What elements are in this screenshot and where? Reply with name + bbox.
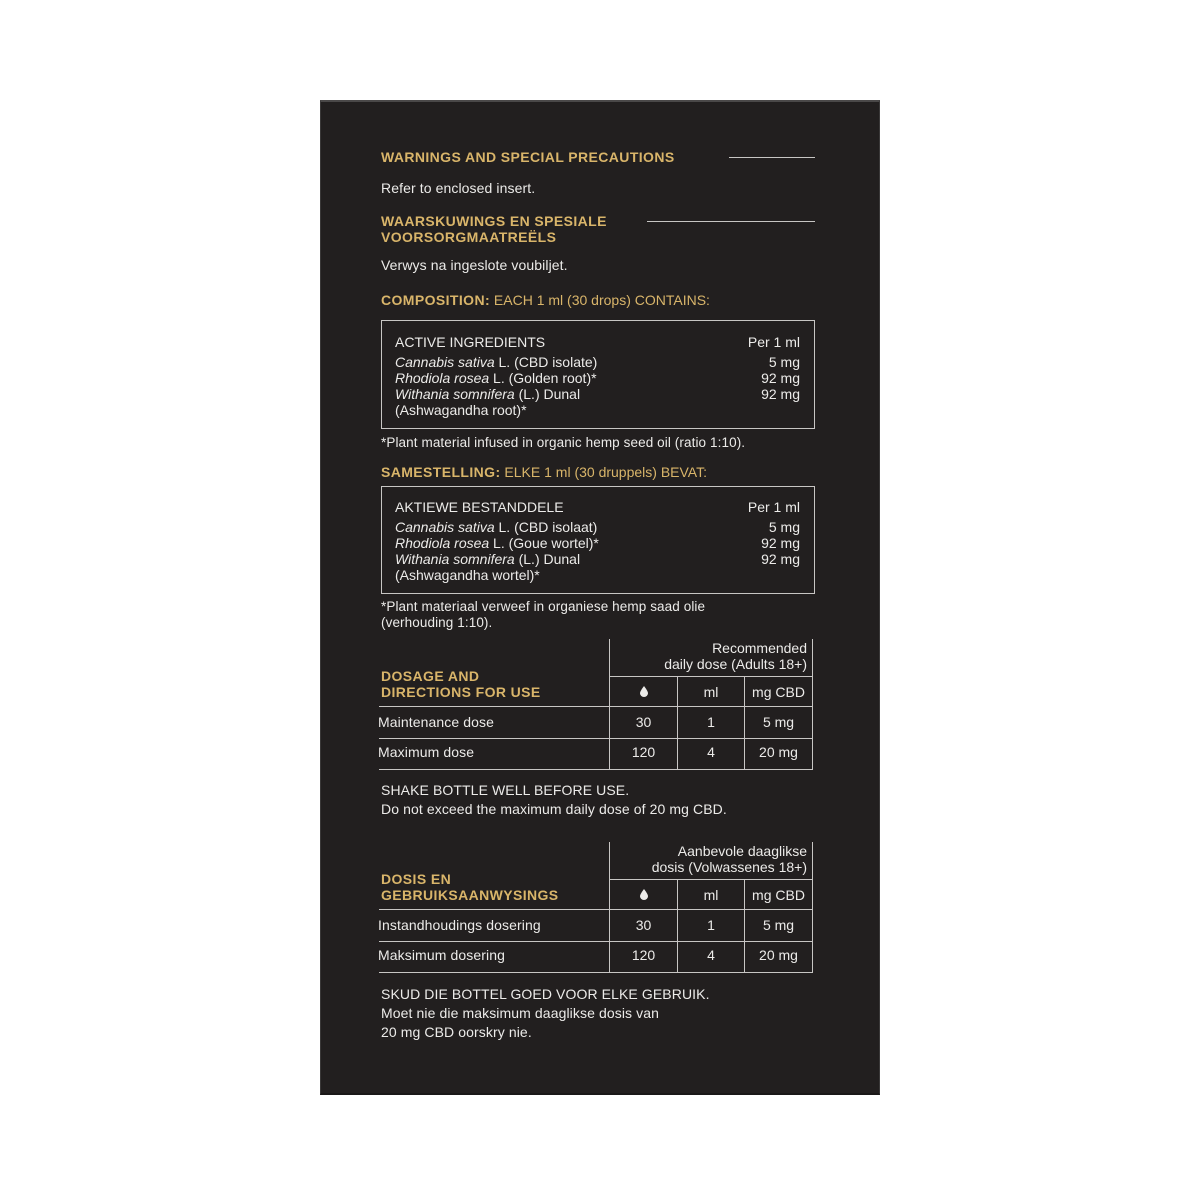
row-drops: 30 [635, 917, 652, 933]
row-ml: 4 [707, 744, 715, 760]
row-label: Maintenance dose [378, 714, 495, 730]
ingredient-amount: 92 mg [761, 535, 800, 551]
warnings-body-af: Verwys na ingeslote voubiljet. [381, 257, 568, 273]
table-divider [379, 769, 813, 770]
ingredient-continuation-text: (Ashwagandha root)* [395, 402, 527, 418]
row-ml: 4 [707, 947, 715, 963]
table-divider [609, 676, 813, 677]
composition-table-header-af [395, 499, 800, 515]
common-name: L. (Goue wortel)* [489, 535, 599, 551]
table-divider [609, 879, 813, 880]
warnings-rule-af [647, 221, 815, 222]
dosage-note-af-line2: Moet nie die maksimum daaglikse dosis van [381, 1005, 660, 1021]
ingredient-row [395, 386, 800, 402]
latin-name: Rhodiola rosea [395, 370, 490, 386]
warnings-heading-af-line1: WAARSKUWINGS EN SPESIALE [381, 213, 607, 229]
ingredient-continuation [395, 567, 800, 583]
latin-name: Withania somnifera [395, 386, 515, 402]
table-divider [812, 879, 813, 973]
table-divider [812, 639, 813, 676]
dosage-note-af-line1: SKUD DIE BOTTEL GOED VOOR ELKE GEBRUIK. [381, 986, 710, 1002]
composition-footnote-af-line1: *Plant materiaal verweef in organiese hemp saad olie [381, 599, 706, 614]
group-header-line2: daily dose (Adults 18+) [664, 656, 807, 672]
group-header-line1: Aanbevole daaglikse [677, 843, 807, 859]
table-divider [812, 676, 813, 770]
ingredient-row [395, 535, 800, 551]
composition-table-af [381, 486, 815, 594]
table-divider [379, 972, 813, 973]
row-mg: 5 mg [762, 714, 795, 730]
row-ml: 1 [707, 917, 715, 933]
drop-icon [640, 686, 648, 697]
row-label: Maximum dose [378, 744, 475, 760]
dosage-heading-af-line1: DOSIS EN [381, 871, 452, 887]
row-mg: 20 mg [759, 947, 798, 963]
ingredient-continuation [395, 402, 800, 418]
row-drops: 120 [631, 744, 656, 760]
row-label: Instandhoudings dosering [378, 917, 541, 933]
col-ml: ml [703, 684, 719, 700]
table-divider [379, 941, 813, 942]
row-drops: 30 [635, 714, 652, 730]
per-ml-label: Per 1 ml [747, 499, 800, 515]
composition-heading-af [381, 464, 707, 480]
dosage-note-en-line2: Do not exceed the maximum daily dose of 20 mg CBD. [381, 801, 727, 817]
ingredient-amount: 92 mg [761, 370, 800, 386]
table-divider [812, 842, 813, 879]
common-name: (L.) Dunal [514, 386, 581, 402]
composition-heading-af-bold: SAMESTELLING: [381, 464, 501, 480]
table-divider [379, 909, 813, 910]
table-divider [379, 706, 813, 707]
table-divider [379, 738, 813, 739]
composition-heading-en [381, 292, 710, 308]
row-drops: 120 [631, 947, 656, 963]
group-header-line2: dosis (Volwassenes 18+) [651, 859, 807, 875]
ingredient-amount: 92 mg [761, 551, 800, 567]
ingredient-amount: 92 mg [761, 386, 800, 402]
per-ml-label: Per 1 ml [747, 334, 800, 350]
ingredient-row [395, 354, 800, 370]
ingredient-row [395, 519, 800, 535]
dosage-heading-af-line2: GEBRUIKSAANWYSINGS [381, 887, 559, 903]
warnings-heading-af-line2: VOORSORGMAATREËLS [381, 229, 557, 245]
warnings-heading-en: WARNINGS AND SPECIAL PRECAUTIONS [381, 149, 675, 165]
latin-name: Withania somnifera [395, 551, 515, 567]
product-box-back-panel [320, 100, 880, 1095]
row-label: Maksimum dosering [378, 947, 505, 963]
dosage-note-en-line1: SHAKE BOTTLE WELL BEFORE USE. [381, 782, 630, 798]
row-mg: 5 mg [762, 917, 795, 933]
common-name: L. (CBD isolaat) [494, 519, 598, 535]
ingredient-row [395, 551, 800, 567]
col-drops [610, 684, 677, 700]
composition-table-en [381, 320, 815, 429]
drop-icon [640, 889, 648, 900]
dosage-heading-en-line2: DIRECTIONS FOR USE [381, 684, 541, 700]
common-name: (L.) Dunal [514, 551, 581, 567]
latin-name: Cannabis sativa [395, 519, 495, 535]
composition-heading-en-rest: EACH 1 ml (30 drops) CONTAINS: [490, 292, 710, 308]
dosage-heading-en-line1: DOSAGE AND [381, 668, 480, 684]
ingredient-amount: 5 mg [768, 519, 800, 535]
dosage-note-af-line3: 20 mg CBD oorskry nie. [381, 1024, 532, 1040]
col-drops [610, 887, 677, 903]
latin-name: Cannabis sativa [395, 354, 495, 370]
ingredient-continuation-text: (Ashwagandha wortel)* [395, 567, 540, 583]
warnings-body-en: Refer to enclosed insert. [381, 180, 536, 196]
composition-table-header-en [395, 334, 800, 350]
composition-footnote-af-line2: (verhouding 1:10). [381, 615, 493, 630]
col-ml: ml [703, 887, 719, 903]
ingredient-row [395, 370, 800, 386]
latin-name: Rhodiola rosea [395, 535, 490, 551]
warnings-rule-en [729, 157, 815, 158]
col-mg-cbd: mg CBD [752, 887, 805, 903]
ingredient-amount: 5 mg [768, 354, 800, 370]
common-name: L. (CBD isolate) [494, 354, 598, 370]
col-mg-cbd: mg CBD [752, 684, 805, 700]
common-name: L. (Golden root)* [489, 370, 597, 386]
group-header-line1: Recommended [712, 640, 807, 656]
active-ingredients-label: AKTIEWE BESTANDDELE [395, 499, 564, 515]
row-ml: 1 [707, 714, 715, 730]
composition-heading-en-bold: COMPOSITION: [381, 292, 491, 308]
active-ingredients-label: ACTIVE INGREDIENTS [395, 334, 546, 350]
composition-heading-af-rest: ELKE 1 ml (30 druppels) BEVAT: [500, 464, 707, 480]
row-mg: 20 mg [759, 744, 798, 760]
composition-footnote-en: *Plant material infused in organic hemp seed oil (ratio 1:10). [381, 435, 746, 450]
